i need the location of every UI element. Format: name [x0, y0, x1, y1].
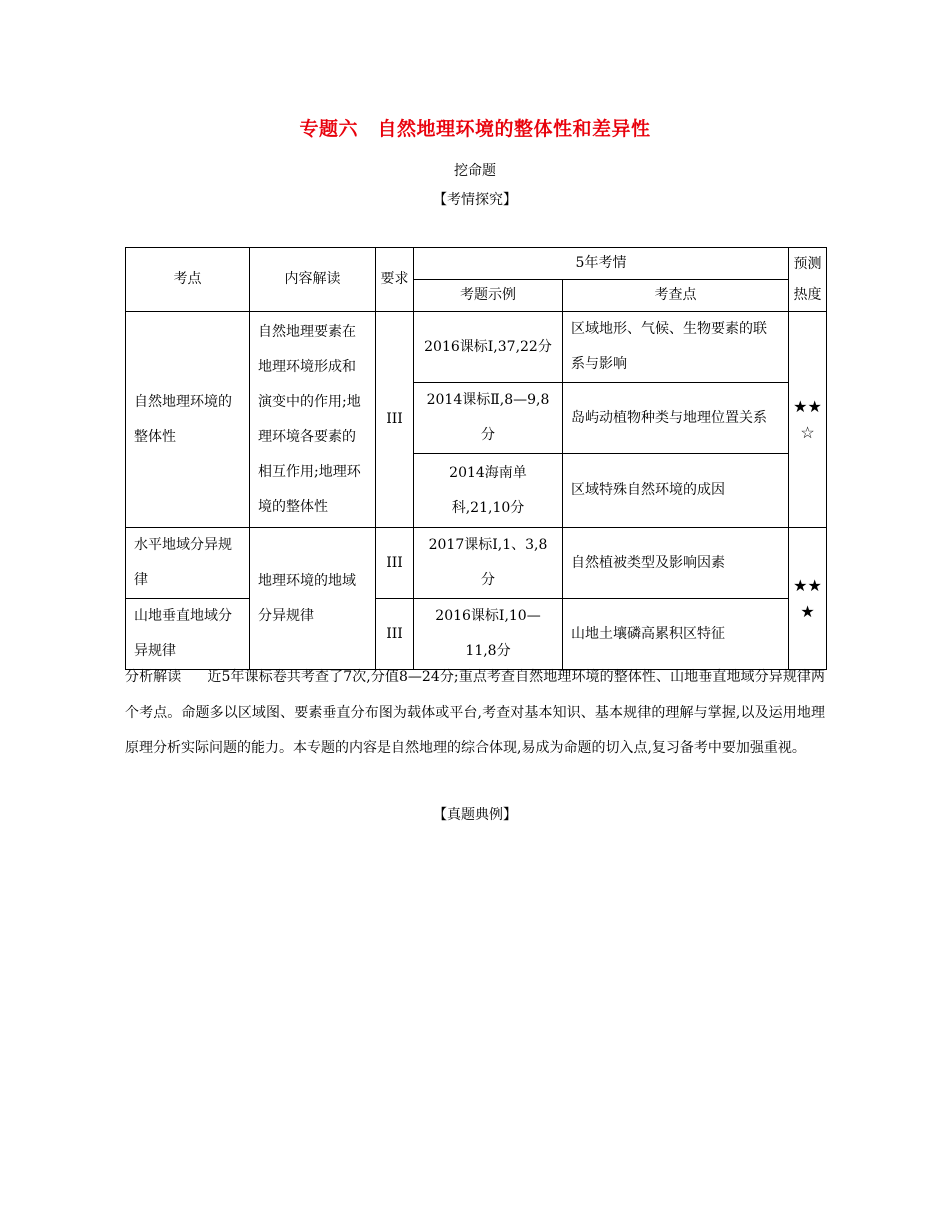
header-content: 内容解读 — [250, 248, 376, 312]
cell-example: 2016课标Ⅰ,37,22分 — [414, 312, 563, 383]
cell-example: 2016课标Ⅰ,10—11,8分 — [414, 599, 563, 670]
cell-checkpoint: 自然植被类型及影响因素 — [563, 528, 789, 599]
header-example: 考题示例 — [414, 280, 563, 312]
exam-analysis-table — [125, 247, 827, 670]
analysis-label: 分析解读 — [125, 669, 182, 685]
section-examples-heading: 【真题典例】 — [433, 807, 517, 823]
cell-prediction-stars — [789, 528, 827, 670]
cell-point: 水平地域分异规律 — [126, 528, 250, 599]
cell-checkpoint: 区域地形、气候、生物要素的联系与影响 — [563, 312, 789, 383]
cell-checkpoint: 区域特殊自然环境的成因 — [563, 454, 789, 528]
analysis-text: 近5年课标卷共考查了7次,分值8—24分;重点考查自然地理环境的整体性、山地垂直地域分异规律两个考点。命题多以区域图、要素垂直分布图为载体或平台,考查对基本知识、基本规律的理解与掌握,以及运用地理原理分析实际问题的能力。本专题的内容是自然地理的综合体现,易成为命题的切入点,复习备考中要加强重视。 — [125, 669, 826, 756]
stars-line1: ★★ — [793, 396, 822, 416]
cell-prediction-stars — [789, 312, 827, 528]
table-row — [126, 528, 827, 599]
header-five-year: 5年考情 — [414, 248, 789, 280]
header-prediction-line1: 预测 — [793, 255, 822, 272]
stars-line2: ★ — [800, 601, 815, 621]
section-label: 挖命题 — [454, 163, 496, 179]
header-checkpoint: 考查点 — [563, 280, 789, 312]
cell-checkpoint: 山地土壤磷高累积区特征 — [563, 599, 789, 670]
cell-content: 自然地理要素在地理环境形成和演变中的作用;地理环境各要素的相互作用;地理环境的整体性 — [250, 312, 376, 528]
section-exam-heading: 【考情探究】 — [433, 192, 517, 208]
header-point: 考点 — [126, 248, 250, 312]
cell-requirement: III — [376, 312, 414, 528]
cell-requirement: III — [376, 528, 414, 599]
header-prediction-line2: 热度 — [793, 286, 822, 303]
analysis-paragraph — [125, 660, 825, 767]
cell-example: 2014课标Ⅱ,8—9,8分 — [414, 383, 563, 454]
cell-point: 自然地理环境的整体性 — [126, 312, 250, 528]
table-header-row — [126, 248, 827, 280]
table-row — [126, 599, 827, 670]
cell-checkpoint: 岛屿动植物种类与地理位置关系 — [563, 383, 789, 454]
cell-example: 2014海南单科,21,10分 — [414, 454, 563, 528]
header-requirement: 要求 — [376, 248, 414, 312]
cell-requirement: III — [376, 599, 414, 670]
cell-example: 2017课标Ⅰ,1、3,8分 — [414, 528, 563, 599]
cell-point: 山地垂直地域分异规律 — [126, 599, 250, 670]
page-title: 专题六 自然地理环境的整体性和差异性 — [299, 118, 651, 140]
stars-line2: ☆ — [800, 422, 815, 442]
table-row — [126, 312, 827, 383]
header-prediction — [789, 248, 827, 312]
stars-line1: ★★ — [793, 575, 822, 595]
cell-content: 地理环境的地域分异规律 — [250, 528, 376, 670]
